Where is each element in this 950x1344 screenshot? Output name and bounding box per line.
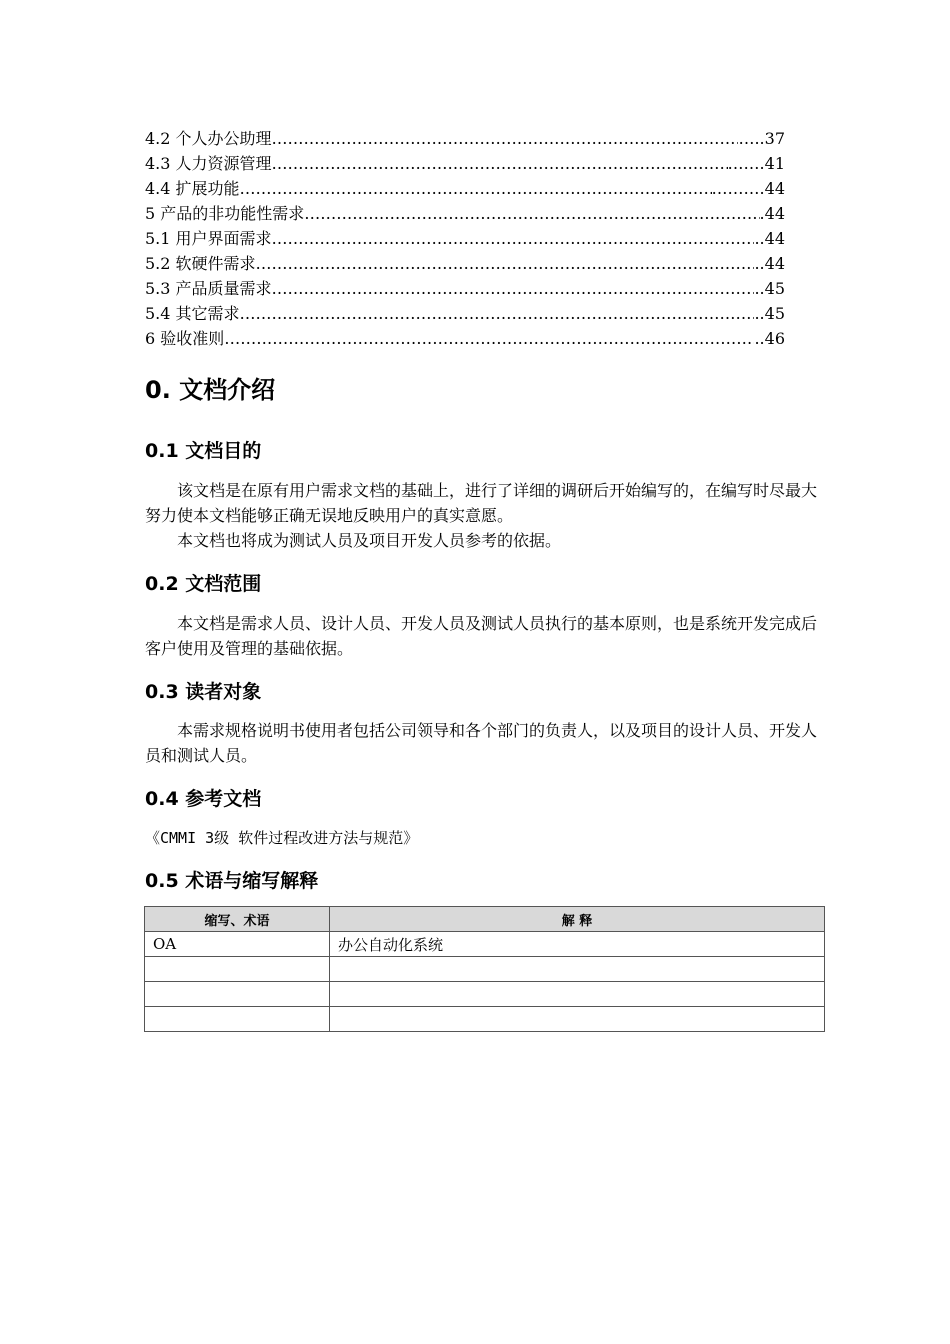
- reference-item: 《CMMI 3级 软件过程改进方法与规范》: [145, 829, 419, 847]
- scope-paragraph: 本文档是需求人员、设计人员、开发人员及测试人员执行的基本原则，也是系统开发完成后客户使用及管理的基础依据。: [145, 614, 818, 658]
- explanation-cell: [330, 1007, 825, 1032]
- section-heading-intro: 0. 文档介绍: [145, 376, 276, 404]
- toc-entry[interactable]: [145, 326, 785, 351]
- heading-purpose: 0.1 文档目的: [145, 440, 262, 462]
- toc-page: ……….44: [711, 179, 785, 198]
- term-cell: [145, 957, 330, 982]
- toc-entry[interactable]: [145, 151, 785, 176]
- toc-label: 5 产品的非功能性需求: [145, 204, 305, 223]
- toc-leader: [272, 226, 755, 251]
- audience-paragraph: 本需求规格说明书使用者包括公司领导和各个部门的负责人，以及项目的设计人员、开发人员和测试人员。: [145, 721, 818, 765]
- explanation-cell: [330, 982, 825, 1007]
- toc-label: 5.4 其它需求: [145, 304, 240, 323]
- explanation-cell: 办公自动化系统: [330, 932, 825, 957]
- toc-leader: [256, 251, 755, 276]
- toc-entry[interactable]: [145, 301, 785, 326]
- toc-entry[interactable]: [145, 251, 785, 276]
- heading-references: 0.4 参考文档: [145, 788, 262, 810]
- toc-page: ..44: [754, 229, 785, 248]
- toc-leader: [224, 326, 754, 351]
- glossary-table: [144, 906, 825, 1032]
- purpose-paragraph-1: 该文档是在原有用户需求文档的基础上，进行了详细的调研后开始编写的，在编写时尽最大努力使本文档能够正确无误地反映用户的真实意愿。: [145, 481, 818, 525]
- toc-label: 4.4 扩展功能: [145, 179, 240, 198]
- toc-page: ..44: [754, 254, 785, 273]
- toc-label: 5.2 软硬件需求: [145, 254, 256, 273]
- header-term: 缩写、术语: [145, 907, 330, 932]
- toc-leader: [272, 126, 739, 151]
- toc-page: …….41: [727, 154, 785, 173]
- term-cell: OA: [145, 932, 330, 957]
- toc-label: 5.3 产品质量需求: [145, 279, 272, 298]
- toc-label: 4.3 人力资源管理: [145, 154, 272, 173]
- toc-leader: [272, 151, 728, 176]
- toc-entry[interactable]: [145, 126, 785, 151]
- toc-entry[interactable]: [145, 276, 785, 301]
- table-of-contents: [145, 126, 785, 351]
- header-explanation: 解 释: [330, 907, 825, 932]
- table-header-row: [145, 907, 825, 932]
- toc-page: …..37: [738, 129, 785, 148]
- heading-scope: 0.2 文档范围: [145, 573, 262, 595]
- toc-entry[interactable]: [145, 176, 785, 201]
- term-cell: [145, 1007, 330, 1032]
- toc-leader: [272, 276, 755, 301]
- toc-label: 4.2 个人办公助理: [145, 129, 272, 148]
- toc-page: .44: [759, 204, 785, 223]
- table-row: [145, 932, 825, 957]
- toc-page: ..46: [754, 329, 785, 348]
- term-cell: [145, 982, 330, 1007]
- toc-entry[interactable]: [145, 201, 785, 226]
- toc-page: ..45: [754, 279, 785, 298]
- table-row: [145, 957, 825, 982]
- heading-glossary: 0.5 术语与缩写解释: [145, 870, 319, 892]
- purpose-paragraph-2: 本文档也将成为测试人员及项目开发人员参考的依据。: [177, 531, 562, 550]
- toc-label: 6 验收准则: [145, 329, 225, 348]
- table-row: [145, 1007, 825, 1032]
- table-row: [145, 982, 825, 1007]
- toc-leader: [304, 201, 759, 226]
- toc-entry[interactable]: [145, 226, 785, 251]
- toc-leader: [240, 176, 712, 201]
- toc-leader: [240, 301, 755, 326]
- toc-page: ..45: [754, 304, 785, 323]
- explanation-cell: [330, 957, 825, 982]
- toc-label: 5.1 用户界面需求: [145, 229, 272, 248]
- heading-audience: 0.3 读者对象: [145, 681, 262, 703]
